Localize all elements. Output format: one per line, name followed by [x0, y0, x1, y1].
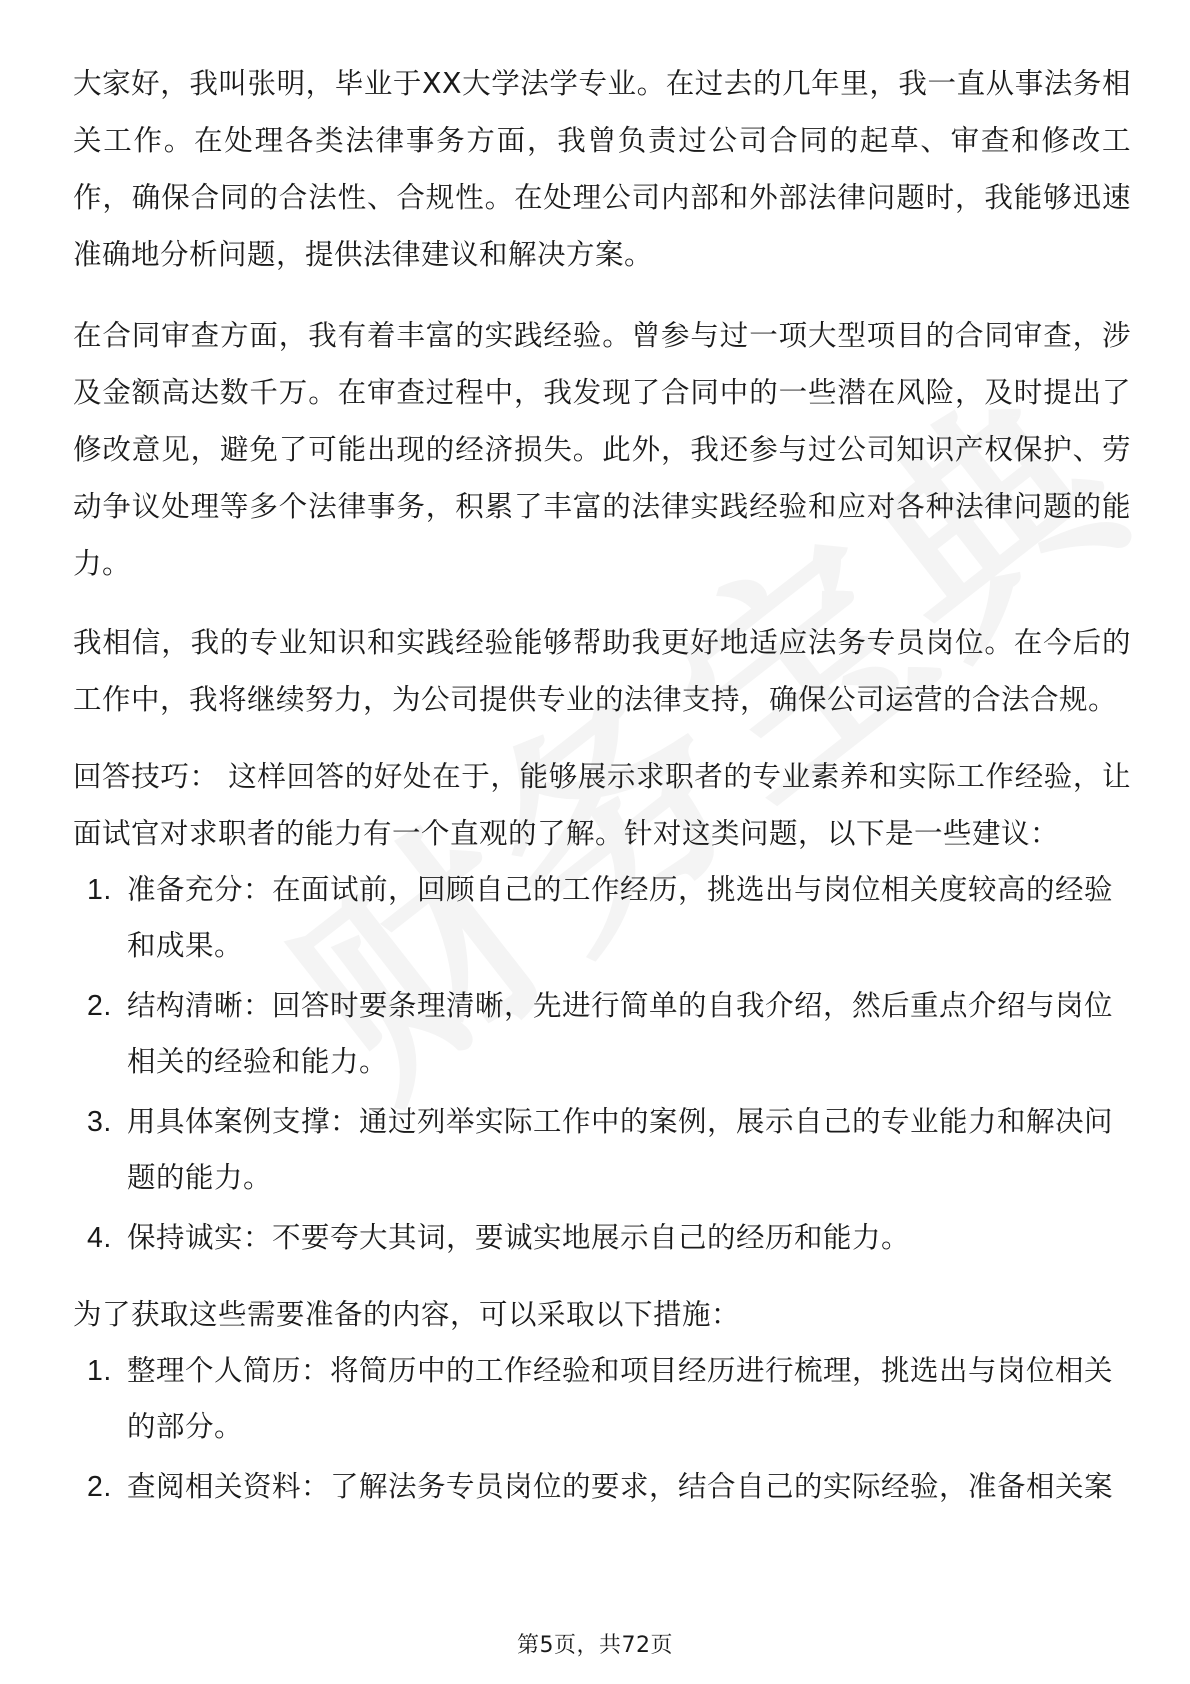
list-number: 2. — [87, 990, 112, 1022]
paragraph-intro: 大家好，我叫张明，毕业于XX大学法学专业。在过去的几年里，我一直从事法务相关工作。在处理各类法律事务方面，我曾负责过公司合同的起草、审查和修改工作，确保合同的合法性、合规性。在处理公司内部和外部法律问题时，我能够迅速准确地分析问题，提供法律建议和解决方案。 — [73, 67, 1131, 271]
list-item-text: 准备充分：在面试前，回顾自己的工作经历，挑选出与岗位相关度较高的经验和成果。 — [127, 873, 1114, 962]
page-number-footer: 第5页，共72页 — [517, 1633, 673, 1658]
document-body — [73, 55, 1131, 1519]
list-item — [73, 1094, 1131, 1206]
list-item-text: 保持诚实：不要夸大其词，要诚实地展示自己的经历和能力。 — [127, 1221, 911, 1254]
list-item — [73, 1459, 1131, 1515]
list-item — [73, 862, 1131, 974]
paragraph-measures: 为了获取这些需要准备的内容，可以采取以下措施： — [73, 1298, 741, 1331]
list-item-text: 整理个人简历：将简历中的工作经验和项目经历进行梳理，挑选出与岗位相关的部分。 — [127, 1354, 1114, 1443]
list-number: 2. — [87, 1471, 112, 1503]
list-item-text: 结构清晰：回答时要条理清晰，先进行简单的自我介绍，然后重点介绍与岗位相关的经验和能力。 — [127, 989, 1114, 1078]
measures-list — [73, 1343, 1131, 1515]
list-item — [73, 1343, 1131, 1455]
list-number: 1. — [87, 1355, 112, 1387]
list-number: 1. — [87, 874, 112, 906]
list-number: 3. — [87, 1106, 112, 1138]
list-item — [73, 978, 1131, 1090]
list-item-text: 查阅相关资料：了解法务专员岗位的要求，结合自己的实际经验，准备相关案 — [127, 1470, 1114, 1503]
list-item-text: 用具体案例支撑：通过列举实际工作中的案例，展示自己的专业能力和解决问题的能力。 — [127, 1105, 1114, 1194]
advice-list — [73, 862, 1131, 1266]
paragraph-contract-review: 在合同审查方面，我有着丰富的实践经验。曾参与过一项大型项目的合同审查，涉及金额高达数千万。在审查过程中，我发现了合同中的一些潜在风险，及时提出了修改意见，避免了可能出现的经济损失。此外，我还参与过公司知识产权保护、劳动争议处理等多个法律事务，积累了丰富的法律实践经验和应对各种法律问题的能力。 — [73, 319, 1131, 580]
paragraph-belief: 我相信，我的专业知识和实践经验能够帮助我更好地适应法务专员岗位。在今后的工作中，我将继续努力，为公司提供专业的法律支持，确保公司运营的合法合规。 — [73, 626, 1131, 716]
list-number: 4. — [87, 1222, 112, 1254]
list-item — [73, 1210, 1131, 1266]
paragraph-answer-tips: 回答技巧： 这样回答的好处在于，能够展示求职者的专业素养和实际工作经验，让面试官对求职者的能力有一个直观的了解。针对这类问题，以下是一些建议： — [73, 760, 1131, 850]
